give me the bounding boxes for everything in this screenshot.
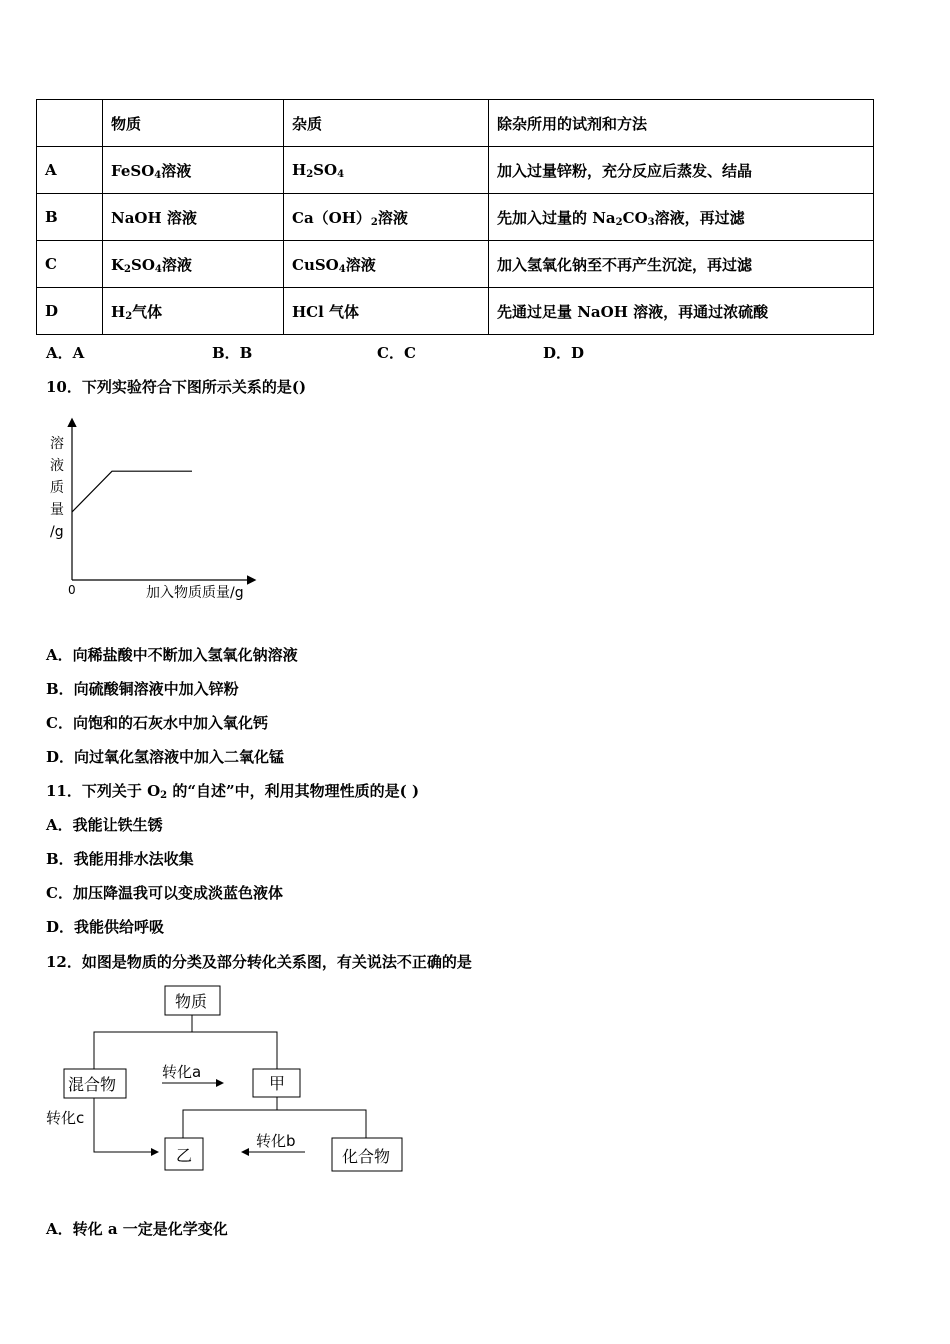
label-conv-b: 转化b [256, 1132, 296, 1150]
header-cell [37, 100, 103, 147]
q11-option-b[interactable]: B．我能用排水法收集 [46, 850, 194, 868]
label-yi: 乙 [176, 1146, 193, 1165]
substance-cell: NaOH 溶液 [103, 194, 284, 241]
table-row [37, 241, 874, 288]
method-cell: 先加入过量的 $Na_2CO_3$溶液，再过滤 [489, 194, 874, 241]
substance-cell: $K_2SO_4$溶液 [103, 241, 284, 288]
q9-choice-a[interactable]: A．A [46, 344, 85, 362]
label-mixture: 混合物 [68, 1075, 117, 1094]
connector [192, 1032, 277, 1069]
q10-option-a[interactable]: A．向稀盐酸中不断加入氢氧化钠溶液 [46, 646, 298, 664]
row-label: C [37, 241, 103, 288]
header-cell: 杂质 [284, 100, 489, 147]
series-line [72, 471, 192, 512]
q9-choice-c[interactable]: C．C [377, 344, 416, 362]
table-row [37, 147, 874, 194]
q11-option-c[interactable]: C．加压降温我可以变成淡蓝色液体 [46, 884, 283, 902]
substance-cell: FeSO$_4$溶液 [103, 147, 284, 194]
row-label: B [37, 194, 103, 241]
classification-diagram [40, 980, 420, 1180]
q12-option-a[interactable]: A．转化 a 一定是化学变化 [46, 1220, 228, 1238]
header-cell: 除杂所用的试剂和方法 [489, 100, 874, 147]
q11-option-a[interactable]: A．我能让铁生锈 [46, 816, 163, 834]
impurity-cell: $Ca(OH)_2$溶液 [284, 194, 489, 241]
y-axis-label: 溶液质量/g [50, 436, 64, 540]
label-jia: 甲 [269, 1074, 286, 1093]
header-cell: 物质 [103, 100, 284, 147]
q10-option-b[interactable]: B．向硫酸铜溶液中加入锌粉 [46, 680, 239, 698]
impurity-cell: HCl 气体 [284, 288, 489, 335]
method-cell: 加入过量锌粉，充分反应后蒸发、结晶 [489, 147, 874, 194]
substance-cell: $H_2$气体 [103, 288, 284, 335]
label-compound: 化合物 [342, 1147, 391, 1166]
method-cell: 先通过足量 NaOH 溶液，再通过浓硫酸 [489, 288, 874, 335]
impurity-table [36, 99, 874, 335]
method-cell: 加入氢氧化钠至不再产生沉淀，再过滤 [489, 241, 874, 288]
arrow-conv-c [94, 1098, 158, 1152]
q10-option-c[interactable]: C．向饱和的石灰水中加入氧化钙 [46, 714, 268, 732]
table-row [37, 194, 874, 241]
row-label: A [37, 147, 103, 194]
label-conv-a: 转化a [162, 1063, 202, 1081]
q9-choice-b[interactable]: B．B [212, 344, 253, 362]
row-label: D [37, 288, 103, 335]
label-conv-c: 转化c [46, 1109, 85, 1127]
q9-choice-d[interactable]: D．D [543, 344, 585, 362]
q11-option-d[interactable]: D．我能供给呼吸 [46, 918, 165, 936]
origin-label: 0 [68, 583, 76, 597]
impurity-cell: CuSO$_4$溶液 [284, 241, 489, 288]
table-row [37, 288, 874, 335]
q10-option-d[interactable]: D．向过氧化氢溶液中加入二氧化锰 [46, 748, 285, 766]
q11-stem: 11．下列关于 $O_2$ 的“自述”中，利用其物理性质的是( ) [46, 782, 420, 801]
table-header-row [37, 100, 874, 147]
label-substance: 物质 [175, 992, 208, 1011]
connector [94, 1015, 192, 1069]
impurity-cell: $H_2SO_4$ [284, 147, 489, 194]
q10-stem: 10．下列实验符合下图所示关系的是() [46, 378, 307, 396]
q10-graph [40, 408, 270, 608]
q12-stem: 12．如图是物质的分类及部分转化关系图，有关说法不正确的是 [46, 953, 472, 971]
x-axis-label: 加入物质质量/g [146, 585, 244, 601]
